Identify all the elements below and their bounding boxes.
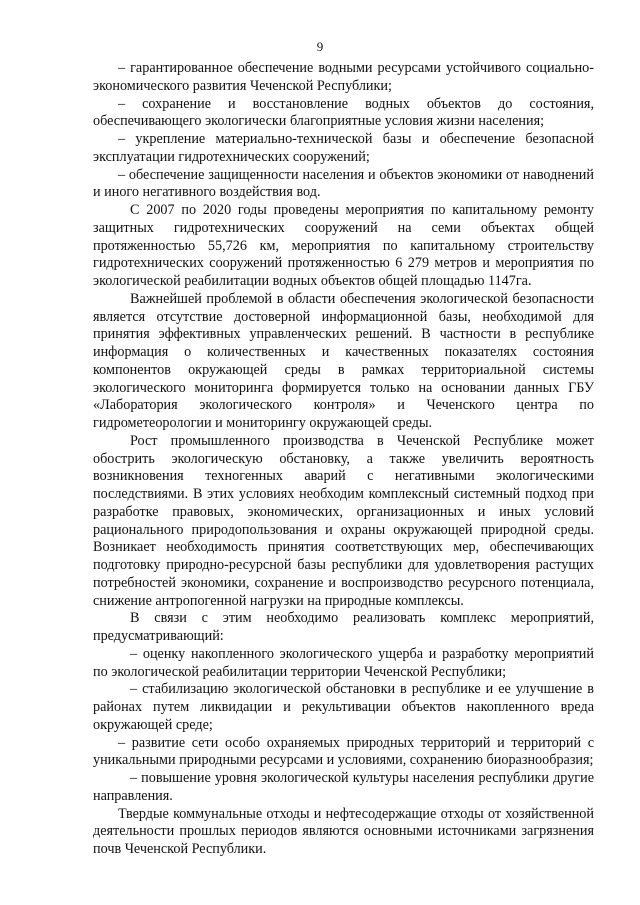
paragraph-solid-waste: Твердые коммунальные отходы и нефтесодержащие отходы от хозяйственной деятельности прошлых периодов являются основными источниками загрязнения почв Чеченской Республики. xyxy=(93,805,594,857)
paragraph-goal-hydraulic-safety: – укрепление материально-технической базы и обеспечение безопасной эксплуатации гидротехнических сооружений; xyxy=(93,131,594,165)
paragraph-industrial-growth: Рост промышленного производства в Чеченской Республике может обострить экологическую обстановку, а также увеличить вероятность возникновения техногенных аварий с негативными экологическими последствиями. В этих условиях необходим комплексный системный подход при разработке правовых, экономических, организационных и иных условий рационального природопользования и охраны окружающей природной среды. Возникает необходимость принятия соответствующих мер, обеспечивающих подготовку природно-ресурсной базы республики для удовлетворения растущих потребностей экономики, сохранение и воспроизводство ресурсного потенциала, снижение антропогенной нагрузки на природные комплексы. xyxy=(93,432,594,609)
document-body xyxy=(93,60,594,859)
list-item-ecological-culture: – повышение уровня экологической культуры населения республики другие направления. xyxy=(93,770,594,804)
list-item-stabilization: – стабилизацию экологической обстановки в республике и ее улучшение в районах путем ликвидации и рекультивации объектов накопленного вреда окружающей среде; xyxy=(93,681,594,733)
paragraph-measures-2007-2020: С 2007 по 2020 годы проведены мероприятия по капитальному ремонту защитных гидротехнических сооружений на семи объектах общей протяженностью 55,726 км, мероприятия по капитальному строительству гидротехнических сооружений протяженностью 6 279 метров и мероприятия по экологической реабилитации водных объектов общей площадью 1147га. xyxy=(93,202,594,289)
page-number: 9 xyxy=(316,39,324,54)
paragraph-goal-flood-protection: – обеспечение защищенности населения и объектов экономики от наводнений и иного негативного воздействия вод. xyxy=(93,166,594,201)
paragraph-measures-intro: В связи с этим необходимо реализовать комплекс мероприятий, предусматривающий: xyxy=(93,610,594,644)
paragraph-goal-water-preservation: – сохранение и восстановление водных объектов до состояния, обеспечивающего экологически благоприятные условия жизни населения; xyxy=(93,95,594,130)
paragraph-goal-water-supply: – гарантированное обеспечение водными ресурсами устойчивого социально-экономического развития Чеченской Республики; xyxy=(93,60,594,94)
paragraph-information-base: Важнейшей проблемой в области обеспечения экологической безопасности является отсутствие достоверной информационной базы, необходимой для принятия эффективных управленческих решений. В частности в республике информация о количественных и качественных показателях состояния компонентов окружающей среды в рамках территориальной системы экологического мониторинга формируется только на основании данных ГБУ «Лаборатория экологического контроля» и Чеченского центра по гидрометеорологии и мониторингу окружающей среды. xyxy=(93,290,594,431)
list-item-damage-assessment: – оценку накопленного экологического ущерба и разработку мероприятий по экологической реабилитации территории Чеченской Республики; xyxy=(93,645,594,680)
list-item-protected-areas: – развитие сети особо охраняемых природных территорий и территорий с уникальными природными ресурсами и условиями, сохранению биоразнообразия; xyxy=(93,734,594,769)
